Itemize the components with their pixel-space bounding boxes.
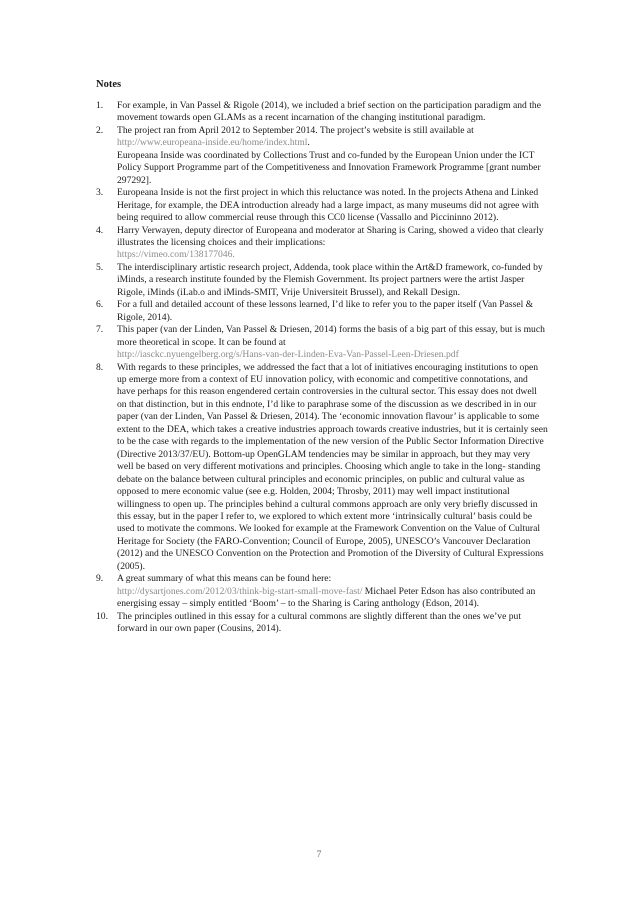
note-number: 4. [96, 224, 104, 236]
note-number: 5. [96, 261, 104, 273]
note-number: 6. [96, 299, 104, 311]
page-number: 7 [316, 850, 322, 860]
note-item [96, 262, 548, 299]
note-text-run: Europeana Inside was coordinated by Collections Trust and co-funded by the European Union under the ICT Policy Support Programme part of the Competitiveness and Innovation Framework Programme [grant number 297292]. [117, 149, 541, 186]
note-text [117, 125, 548, 187]
note-text [117, 611, 548, 636]
note-number: 7. [96, 324, 104, 336]
note-text-run: A great summary of what this means can be found here: [117, 573, 332, 585]
note-text-run: For example, in Van Passel & Rigole (2014), we included a brief section on the participation paradigm and the movement towards open GLAMs as a recent incarnation of the changing institutional paradigm. [117, 100, 541, 124]
note-text [117, 573, 548, 610]
note-text [117, 187, 548, 224]
note-text [117, 362, 548, 574]
note-link[interactable]: http://www.europeana-inside.eu/home/index.html [117, 137, 308, 149]
note-number: 10. [96, 610, 108, 622]
note-number: 9. [96, 573, 104, 585]
note-link[interactable]: http://dysartjones.com/2012/03/think-big-start-small-move-fast/ [117, 585, 363, 597]
note-number: 1. [96, 100, 104, 111]
note-item [96, 362, 548, 574]
note-text [117, 299, 548, 324]
note-item [96, 225, 548, 262]
note-link[interactable]: http://iasckc.nyuengelberg.org/s/Hans-van-der-Linden-Eva-Van-Passel-Leen-Driesen.pdf [117, 349, 459, 361]
note-text-run: This paper (van der Linden, Van Passel & Driesen, 2014) forms the basis of a big part of this essay, but is much more theoretical in scope. It can be found at [117, 324, 545, 348]
note-item [96, 573, 548, 610]
note-text [117, 324, 548, 361]
note-item [96, 187, 548, 224]
notes-list [96, 100, 548, 635]
note-item [96, 100, 548, 125]
note-text-run: Harry Verwayen, deputy director of Europeana and moderator at Sharing is Caring, showed a video that clearly illustrates the licensing choices and their implications: [117, 224, 544, 248]
note-text-run: . [307, 137, 310, 149]
note-text-run: With regards to these principles, we addressed the fact that a lot of initiatives encouraging institutions to open up emerge more from a context of EU innovation policy, with economic and competitive connotations, and have perhaps for this reason engendered certain controversies in the cultural sector. This essay does not dwell on that distinction, but in this endnote, I’d like to paraphrase some of the discussion as we described in in our paper (van der Linden, Van Passel & Driesen, 2014). The ‘economic innovation flavour’ is applicable to some extent to the DEA, which takes a creative industries approach towards creative industries, but it is certainly seen to be the case with regards to the implementation of the new version of the Public Sector Information Directive (Directive 2013/37/EU). Bottom-up OpenGLAM tendencies may be similar in approach, but they may very well be based on very different motivations and principles. Choosing which angle to take in the long- standing debate on the balance between cultural principles and economic principles, on public and cultural value as opposed to mere economic value (see e.g. Holden, 2004; Throsby, 2011) may well impact institutional willingness to open up. The principles behind a cultural commons approach are only very briefly discussed in this essay, but in the paper I refer to, we explored to which extent more ‘intrinsically cultural’ basis could be used to motivate the commons. We looked for example at the Framework Convention on the Value of Cultural Heritage for Society (the FARO-Convention; Council of Europe, 2005), UNESCO’s Vancouver Declaration (2012) and the UNESCO Convention on the Protection and Promotion of the Diversity of Cultural Expressions (2005). [117, 361, 548, 572]
note-text-run: Michael Peter Edson has also contributed an energising essay – simply entitled ‘Boom’ – to the Sharing is Caring anthology (Edson, 2014). [117, 585, 536, 610]
note-text-run: Europeana Inside is not the first project in which this reluctance was noted. In the projects Athena and Linked Heritage, for example, the DEA introduction already had a large impact, as many museums did not agree with being required to allow commercial reuse through this CC0 license (Vassallo and Piccininno 2012). [117, 187, 539, 224]
note-item [96, 611, 548, 636]
note-text-run: The project ran from April 2012 to September 2014. The project’s website is still available at [117, 124, 474, 136]
note-item [96, 125, 548, 187]
note-number: 3. [96, 187, 104, 199]
note-text [117, 100, 548, 125]
note-item [96, 324, 548, 361]
note-number: 2. [96, 124, 104, 136]
note-text-run: The interdisciplinary artistic research project, Addenda, took place within the Art&D framework, co-funded by iMinds, a research institute founded by the Flemish Government. Its project partners were the artist Jasper Rigole, iMinds (iLab.o and iMinds-SMIT, Vrije Universiteit Brussel), and Rekall Design. [117, 261, 543, 298]
note-item [96, 299, 548, 324]
note-text [117, 225, 548, 262]
notes-heading: Notes [96, 79, 122, 90]
note-text-run: The principles outlined in this essay for a cultural commons are slightly different than the ones we’ve put forward in our own paper (Cousins, 2014). [117, 610, 521, 635]
note-number: 8. [96, 361, 104, 373]
note-text [117, 262, 548, 299]
note-text-run: For a full and detailed account of these lessons learned, I’d like to refer you to the paper itself (Van Passel & Rigole, 2014). [117, 299, 534, 323]
note-link[interactable]: https://vimeo.com/138177046. [117, 249, 235, 261]
